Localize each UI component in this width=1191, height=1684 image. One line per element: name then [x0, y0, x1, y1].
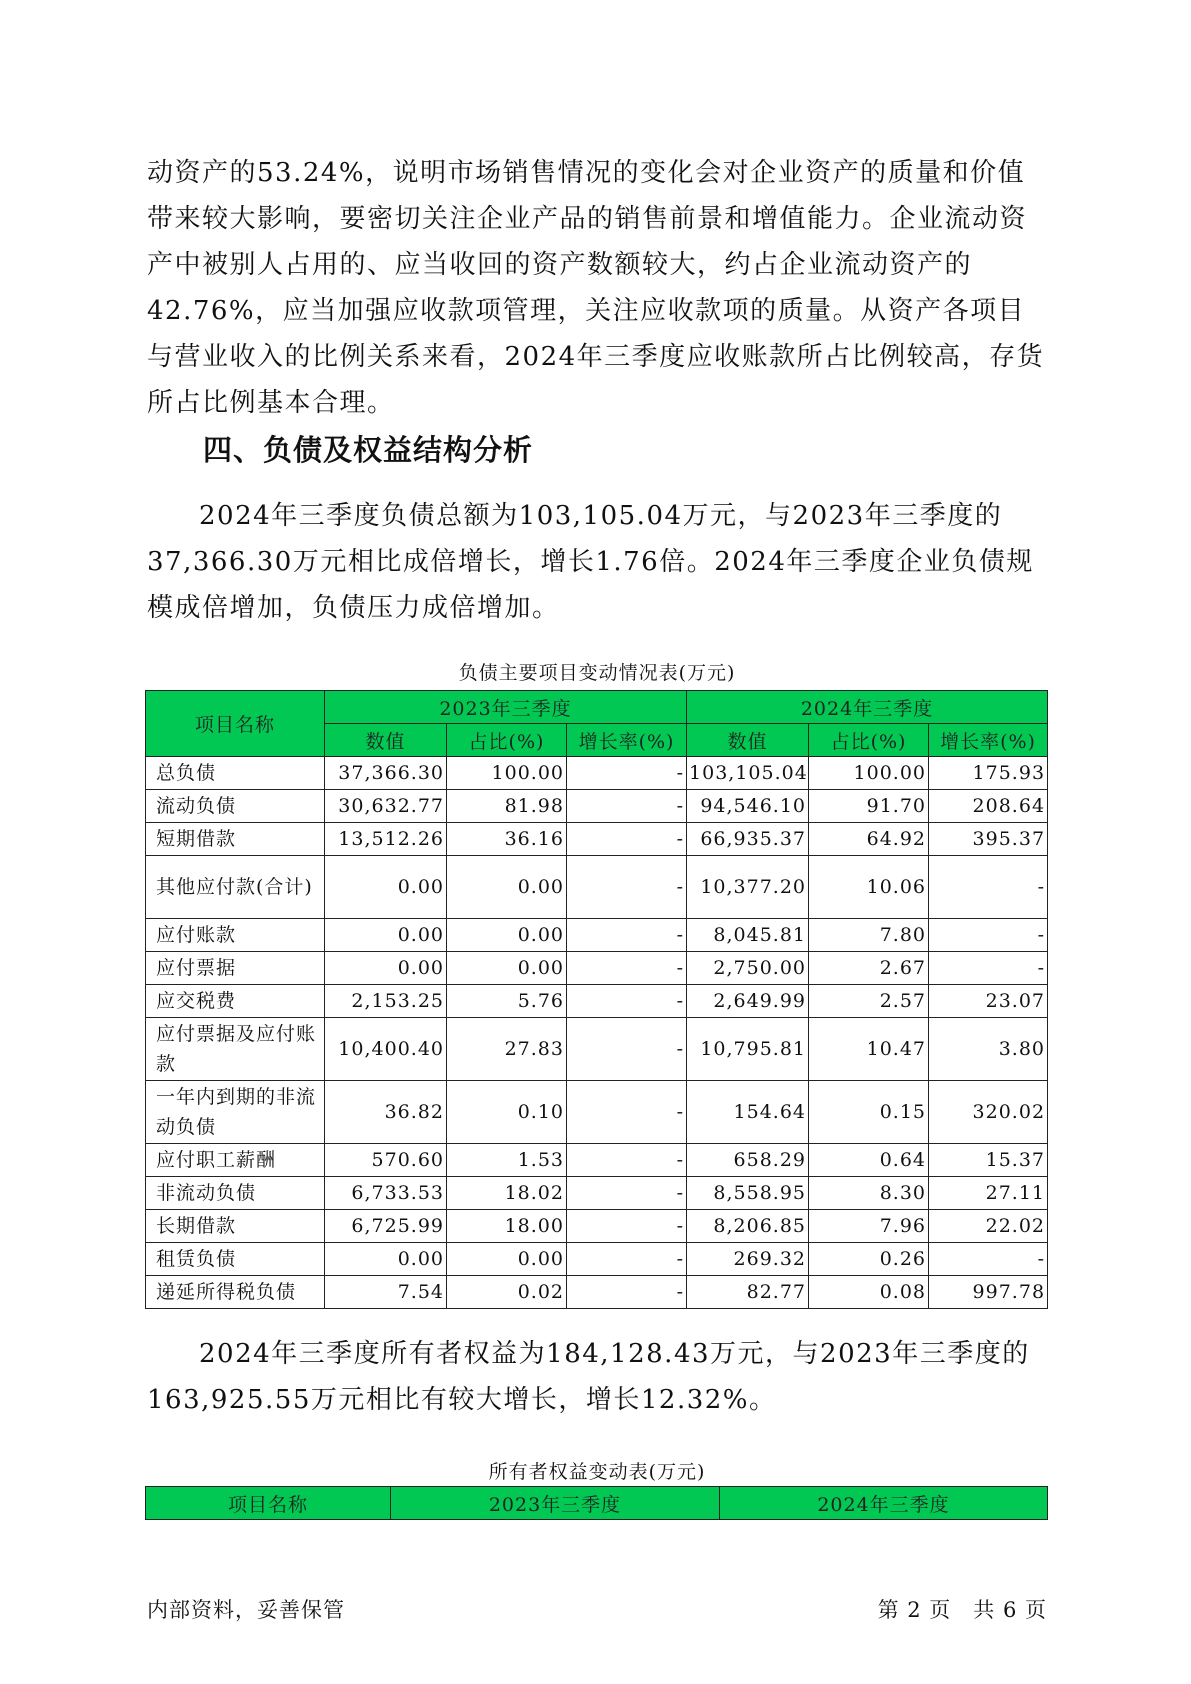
- cell-2024-growth: 22.02: [929, 1210, 1048, 1243]
- table-row: [146, 952, 1048, 985]
- cell-item-name: 短期借款: [146, 823, 325, 856]
- cell-2023-value: 6,733.53: [325, 1177, 447, 1210]
- cell-2024-value: 8,045.81: [687, 919, 809, 952]
- equity-header-period-2024: 2024年三季度: [720, 1487, 1048, 1520]
- cell-2023-value: 0.00: [325, 919, 447, 952]
- cell-item-name: 流动负债: [146, 790, 325, 823]
- cell-2023-value: 6,725.99: [325, 1210, 447, 1243]
- footer-page-number: 第 2 页 共 6 页: [877, 1598, 1047, 1622]
- cell-2023-growth: -: [567, 1018, 687, 1081]
- cell-2023-share: 18.02: [447, 1177, 567, 1210]
- cell-2023-growth: -: [567, 1081, 687, 1144]
- cell-item-name: 租赁负债: [146, 1243, 325, 1276]
- cell-2023-growth: -: [567, 757, 687, 790]
- table-row: [146, 856, 1048, 919]
- cell-2023-value: 10,400.40: [325, 1018, 447, 1081]
- equity-table: [145, 1486, 1048, 1520]
- header-period-2023: 2023年三季度: [325, 691, 687, 724]
- cell-2024-share: 0.64: [809, 1144, 929, 1177]
- cell-2023-share: 0.00: [447, 856, 567, 919]
- table-row: [146, 823, 1048, 856]
- cell-2024-growth: 175.93: [929, 757, 1048, 790]
- table-row: [146, 1276, 1048, 1309]
- cell-item-name: 其他应付款(合计): [146, 856, 325, 919]
- cell-2024-growth: 320.02: [929, 1081, 1048, 1144]
- table-row: [146, 1210, 1048, 1243]
- cell-2023-growth: -: [567, 856, 687, 919]
- header-growth: 增长率(%): [929, 724, 1048, 757]
- cell-item-name: 非流动负债: [146, 1177, 325, 1210]
- cell-item-name: 递延所得税负债: [146, 1276, 325, 1309]
- cell-2024-value: 94,546.10: [687, 790, 809, 823]
- cell-2023-growth: -: [567, 1243, 687, 1276]
- cell-2023-value: 0.00: [325, 952, 447, 985]
- cell-2023-share: 1.53: [447, 1144, 567, 1177]
- cell-2023-growth: -: [567, 919, 687, 952]
- cell-2023-value: 2,153.25: [325, 985, 447, 1018]
- header-value: 数值: [687, 724, 809, 757]
- cell-2024-share: 10.47: [809, 1018, 929, 1081]
- table-row: [146, 1018, 1048, 1081]
- cell-2024-share: 2.67: [809, 952, 929, 985]
- table-row: [146, 985, 1048, 1018]
- header-share: 占比(%): [809, 724, 929, 757]
- cell-2024-share: 91.70: [809, 790, 929, 823]
- cell-2024-share: 8.30: [809, 1177, 929, 1210]
- header-period-2024: 2024年三季度: [687, 691, 1048, 724]
- cell-2024-share: 7.80: [809, 919, 929, 952]
- cell-2023-share: 5.76: [447, 985, 567, 1018]
- cell-2024-growth: -: [929, 919, 1048, 952]
- cell-2023-value: 30,632.77: [325, 790, 447, 823]
- cell-2024-growth: 997.78: [929, 1276, 1048, 1309]
- cell-2023-value: 0.00: [325, 856, 447, 919]
- cell-item-name: 应付票据及应付账款: [146, 1018, 325, 1081]
- cell-2024-value: 10,795.81: [687, 1018, 809, 1081]
- cell-2024-growth: -: [929, 856, 1048, 919]
- cell-2024-value: 154.64: [687, 1081, 809, 1144]
- cell-2024-share: 64.92: [809, 823, 929, 856]
- table-row: [146, 1177, 1048, 1210]
- cell-2024-share: 0.15: [809, 1081, 929, 1144]
- equity-header-item-name: 项目名称: [146, 1487, 391, 1520]
- cell-2024-growth: 395.37: [929, 823, 1048, 856]
- footer-confidential-note: 内部资料，妥善保管: [147, 1598, 345, 1622]
- intro-paragraph: 动资产的53.24%，说明市场销售情况的变化会对企业资产的质量和价值带来较大影响，要密切关注企业产品的销售前景和增值能力。企业流动资产中被别人占用的、应当收回的资产数额较大，约占企业流动资产的42.76%，应当加强应收款项管理，关注应收款项的质量。从资产各项目与营业收入的比例关系来看，2024年三季度应收账款所占比例较高，存货所占比例基本合理。: [147, 158, 1045, 418]
- cell-item-name: 应付职工薪酬: [146, 1144, 325, 1177]
- cell-2023-value: 37,366.30: [325, 757, 447, 790]
- cell-item-name: 应交税费: [146, 985, 325, 1018]
- cell-2024-growth: 3.80: [929, 1018, 1048, 1081]
- cell-2024-share: 0.08: [809, 1276, 929, 1309]
- header-share: 占比(%): [447, 724, 567, 757]
- cell-2024-value: 10,377.20: [687, 856, 809, 919]
- cell-2023-share: 18.00: [447, 1210, 567, 1243]
- liability-table-body: [146, 757, 1048, 1309]
- cell-2023-value: 13,512.26: [325, 823, 447, 856]
- cell-2024-value: 103,105.04: [687, 757, 809, 790]
- cell-2024-share: 10.06: [809, 856, 929, 919]
- cell-2023-value: 0.00: [325, 1243, 447, 1276]
- cell-2024-value: 2,649.99: [687, 985, 809, 1018]
- table-row: [146, 1144, 1048, 1177]
- cell-2023-growth: -: [567, 790, 687, 823]
- cell-2023-growth: -: [567, 1144, 687, 1177]
- liability-table-caption: 负债主要项目变动情况表(万元): [458, 662, 736, 684]
- cell-2024-growth: 23.07: [929, 985, 1048, 1018]
- table-row: [146, 919, 1048, 952]
- equity-table-caption: 所有者权益变动表(万元): [488, 1461, 706, 1483]
- cell-2023-growth: -: [567, 985, 687, 1018]
- cell-2023-growth: -: [567, 1276, 687, 1309]
- table-row: [146, 757, 1048, 790]
- cell-2024-share: 2.57: [809, 985, 929, 1018]
- cell-2023-growth: -: [567, 952, 687, 985]
- liability-paragraph: 2024年三季度负债总额为103,105.04万元，与2023年三季度的37,366.30万元相比成倍增长，增长1.76倍。2024年三季度企业负债规模成倍增加，负债压力成倍增加。: [147, 501, 1034, 623]
- section-heading: 四、负债及权益结构分析: [203, 433, 534, 467]
- cell-2023-share: 0.00: [447, 952, 567, 985]
- cell-2023-share: 0.10: [447, 1081, 567, 1144]
- cell-2024-share: 7.96: [809, 1210, 929, 1243]
- header-item-name: 项目名称: [146, 691, 325, 757]
- cell-2024-value: 82.77: [687, 1276, 809, 1309]
- cell-2024-growth: -: [929, 1243, 1048, 1276]
- table-row: [146, 790, 1048, 823]
- cell-2023-share: 0.00: [447, 1243, 567, 1276]
- cell-2023-share: 27.83: [447, 1018, 567, 1081]
- cell-2024-growth: 27.11: [929, 1177, 1048, 1210]
- cell-2024-value: 8,558.95: [687, 1177, 809, 1210]
- cell-2023-growth: -: [567, 1210, 687, 1243]
- cell-2024-value: 66,935.37: [687, 823, 809, 856]
- cell-2023-share: 100.00: [447, 757, 567, 790]
- cell-2024-share: 100.00: [809, 757, 929, 790]
- cell-2024-growth: 15.37: [929, 1144, 1048, 1177]
- cell-item-name: 总负债: [146, 757, 325, 790]
- cell-2023-value: 7.54: [325, 1276, 447, 1309]
- cell-2023-share: 0.02: [447, 1276, 567, 1309]
- table-row: [146, 1243, 1048, 1276]
- cell-2024-value: 2,750.00: [687, 952, 809, 985]
- cell-item-name: 一年内到期的非流动负债: [146, 1081, 325, 1144]
- cell-2023-share: 81.98: [447, 790, 567, 823]
- cell-2024-value: 8,206.85: [687, 1210, 809, 1243]
- cell-2024-growth: -: [929, 952, 1048, 985]
- cell-2024-share: 0.26: [809, 1243, 929, 1276]
- header-growth: 增长率(%): [567, 724, 687, 757]
- header-value: 数值: [325, 724, 447, 757]
- cell-2023-share: 36.16: [447, 823, 567, 856]
- cell-2023-value: 570.60: [325, 1144, 447, 1177]
- cell-2023-growth: -: [567, 823, 687, 856]
- cell-2023-share: 0.00: [447, 919, 567, 952]
- cell-item-name: 应付账款: [146, 919, 325, 952]
- cell-2024-growth: 208.64: [929, 790, 1048, 823]
- equity-paragraph: 2024年三季度所有者权益为184,128.43万元，与2023年三季度的163,925.55万元相比有较大增长，增长12.32%。: [147, 1339, 1030, 1415]
- liability-table: [145, 690, 1048, 1309]
- table-row: [146, 1081, 1048, 1144]
- cell-2023-growth: -: [567, 1177, 687, 1210]
- cell-2024-value: 269.32: [687, 1243, 809, 1276]
- cell-2023-value: 36.82: [325, 1081, 447, 1144]
- cell-item-name: 应付票据: [146, 952, 325, 985]
- equity-header-period-2023: 2023年三季度: [391, 1487, 720, 1520]
- cell-2024-value: 658.29: [687, 1144, 809, 1177]
- cell-item-name: 长期借款: [146, 1210, 325, 1243]
